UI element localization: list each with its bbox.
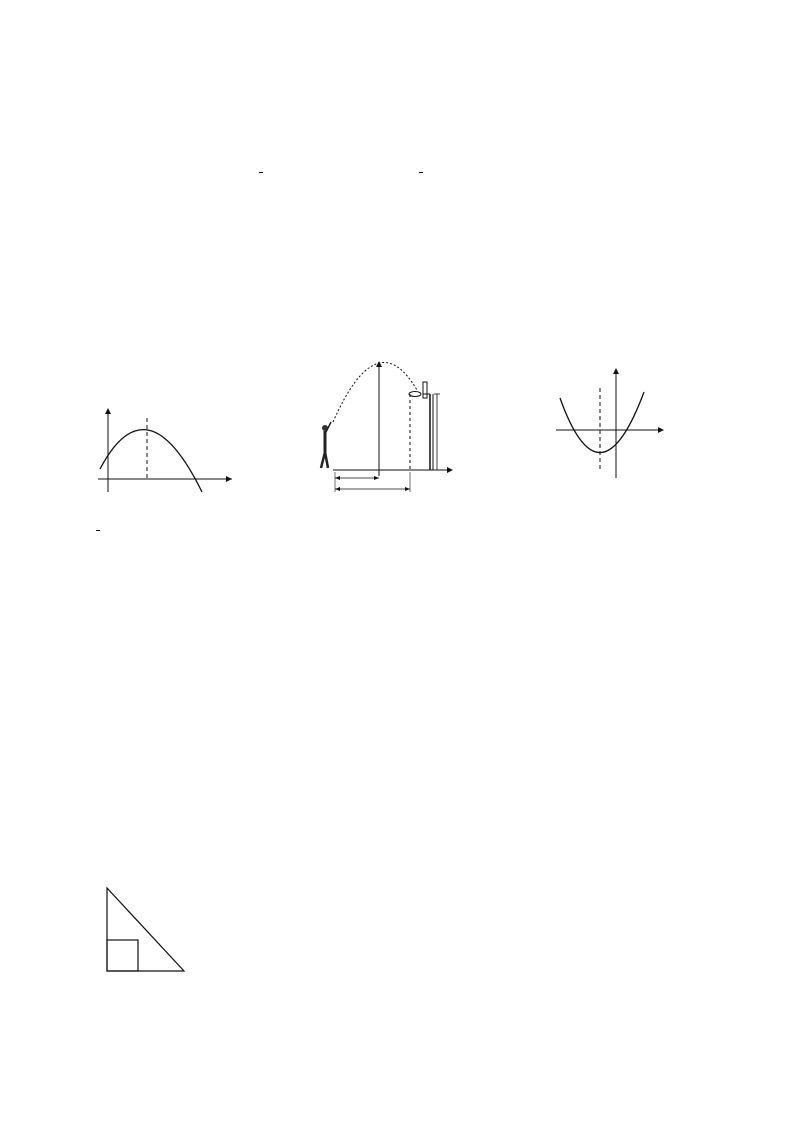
figure-8	[305, 352, 465, 497]
q5-stem	[96, 523, 100, 537]
figure-10-triangle	[92, 878, 197, 988]
q1-option-b	[248, 165, 263, 179]
q1-option-c	[408, 165, 423, 179]
figure-9	[548, 360, 678, 495]
figure-4	[90, 400, 240, 495]
